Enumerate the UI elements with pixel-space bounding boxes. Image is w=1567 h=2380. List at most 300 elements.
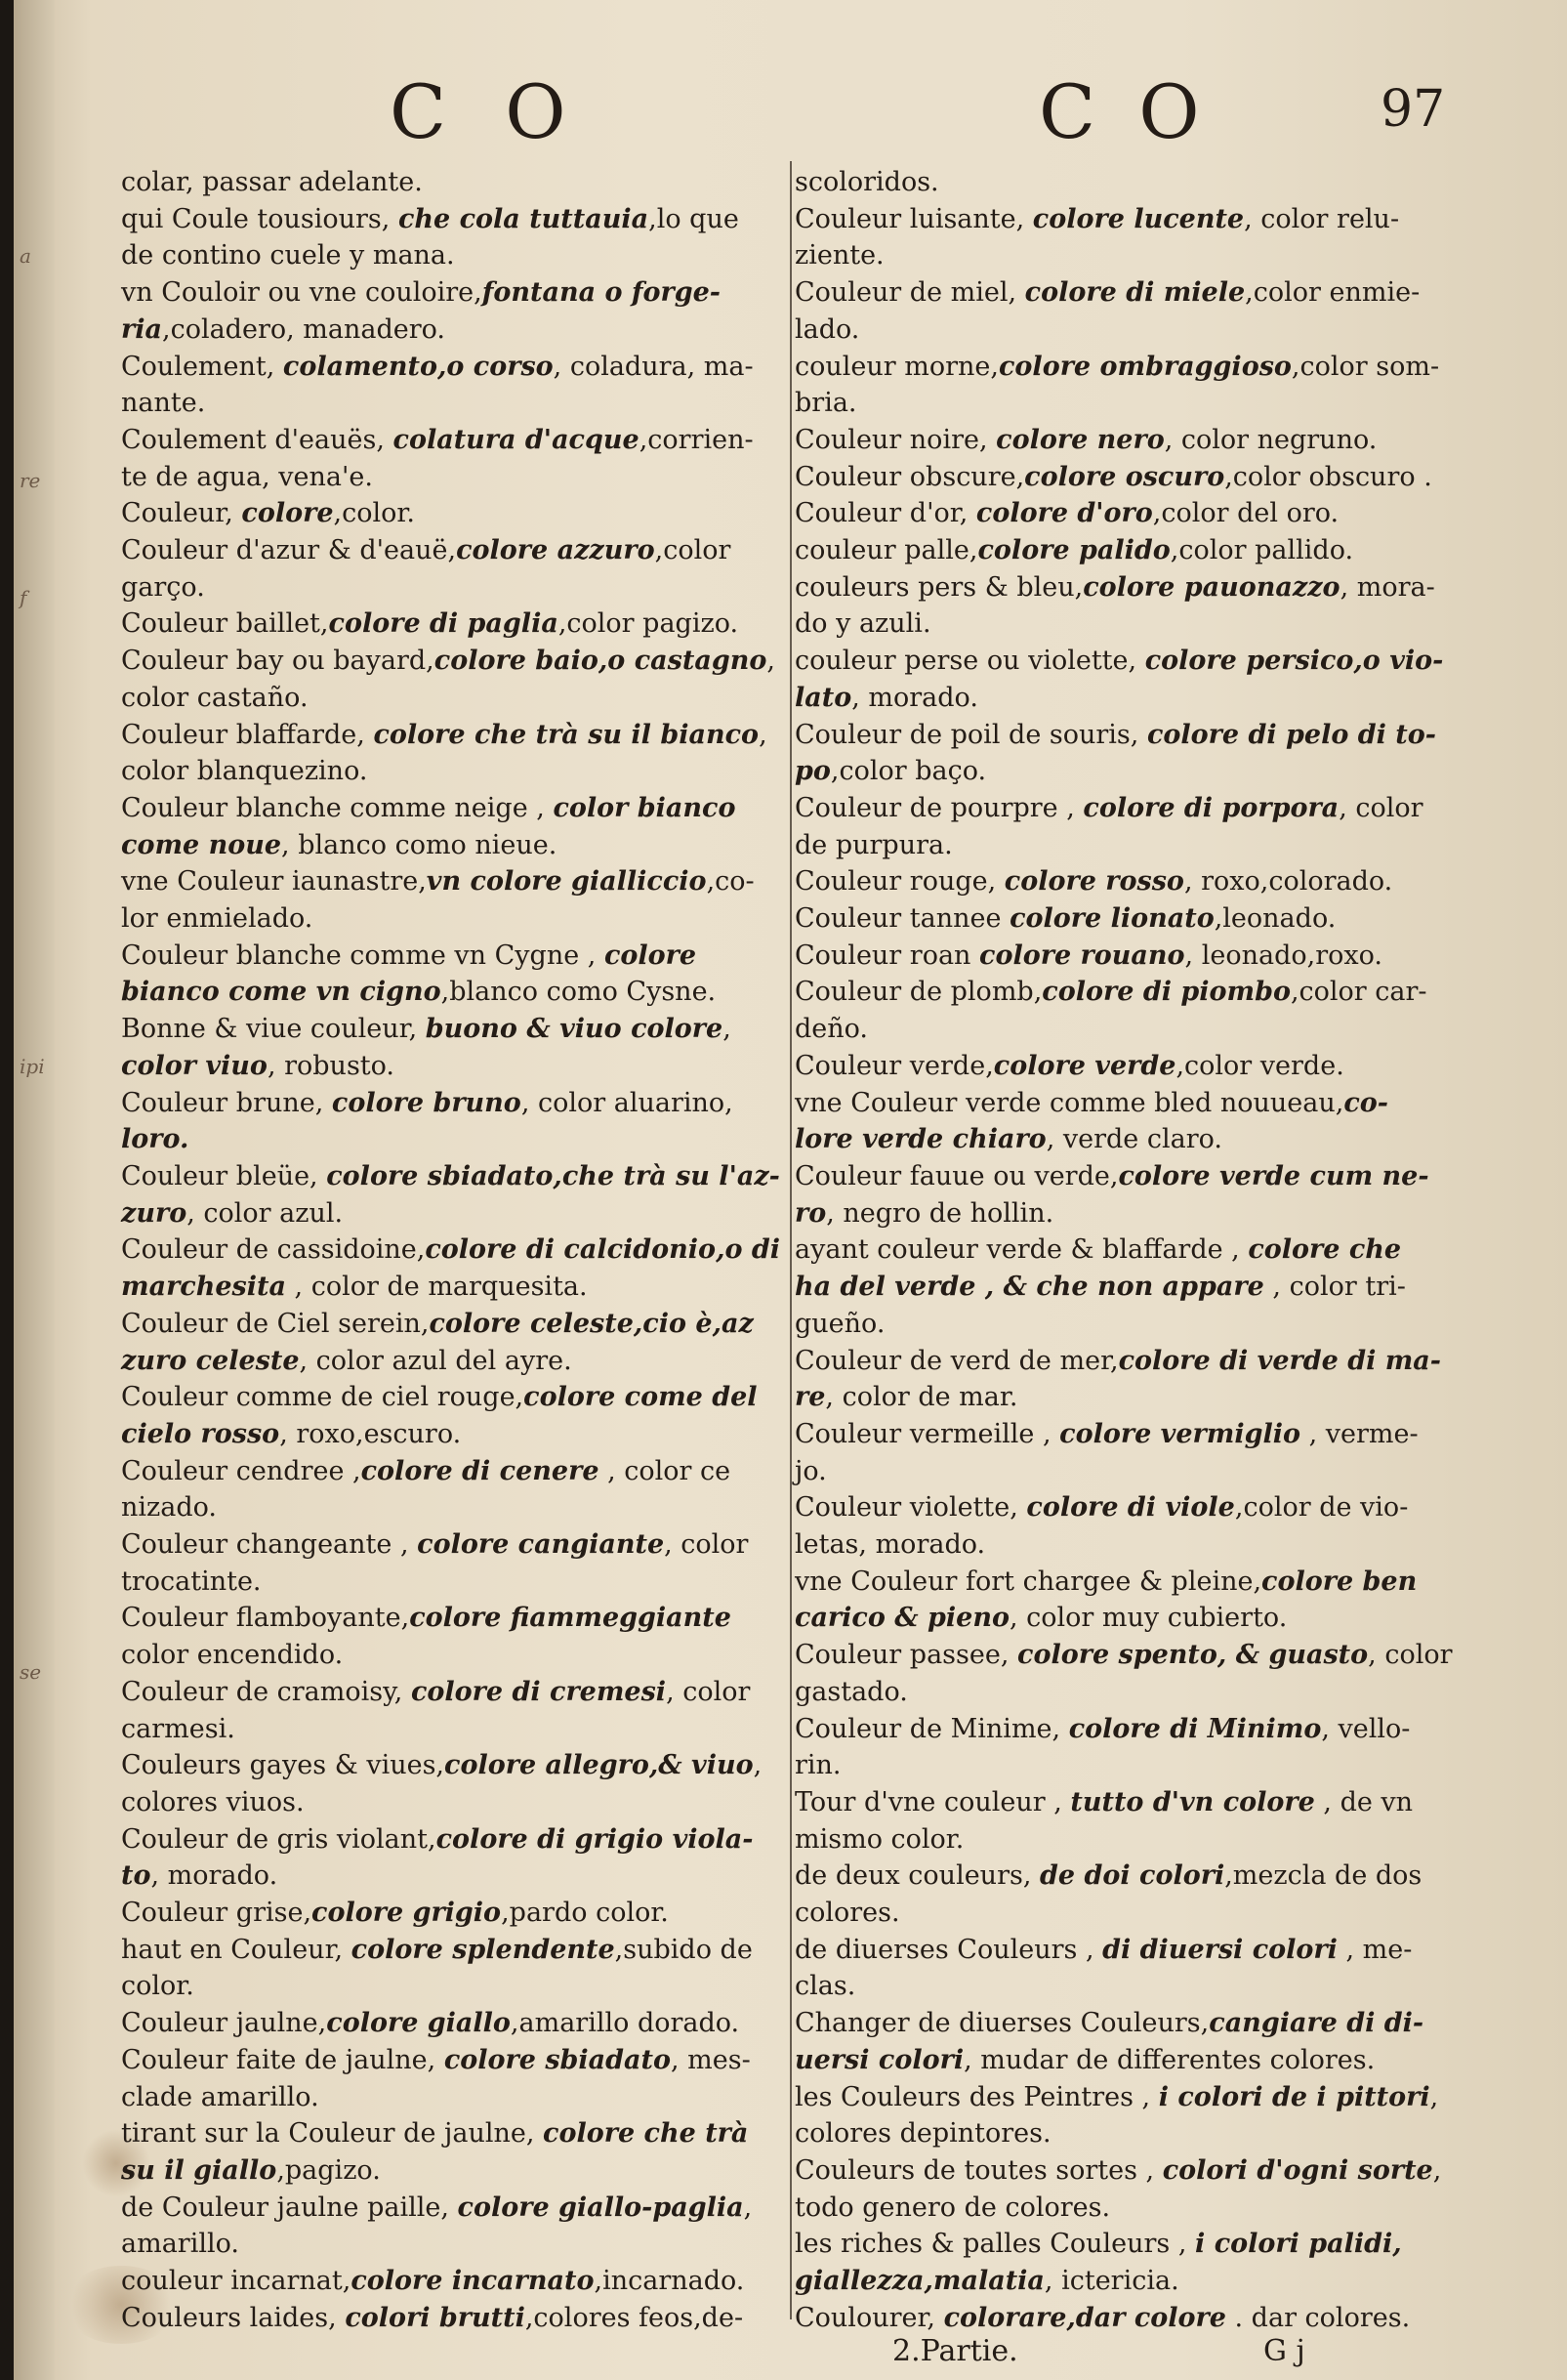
italian-term: colore che <box>1248 1234 1402 1266</box>
line-text: colores viuos. <box>121 1786 305 1817</box>
dictionary-line <box>795 2190 1498 2227</box>
line-text: Couleur de Ciel serein, <box>121 1308 430 1339</box>
dictionary-line <box>121 1637 795 1674</box>
line-text: , <box>722 1014 731 1045</box>
dictionary-line <box>121 643 795 680</box>
italian-term: colore celeste,cio è,az <box>429 1308 754 1339</box>
dictionary-line <box>795 1526 1498 1564</box>
line-text: color blanquezino. <box>121 756 368 787</box>
dictionary-line <box>121 1085 795 1122</box>
dictionary-line <box>795 938 1498 975</box>
line-text: Coulement, <box>121 351 283 382</box>
dictionary-line <box>121 312 795 349</box>
line-text: color encendido. <box>121 1640 344 1671</box>
dictionary-line <box>121 349 795 386</box>
dictionary-line <box>795 1453 1498 1490</box>
line-text: , <box>759 719 767 750</box>
line-text: color castaño. <box>121 682 309 713</box>
dictionary-line <box>121 1674 795 1711</box>
italian-term: colori d'ogni sorte <box>1162 2154 1433 2186</box>
dictionary-line <box>121 2005 795 2042</box>
italian-term: colore incarnato <box>351 2266 595 2297</box>
dictionary-line <box>121 1269 795 1306</box>
line-text: couleur perse ou violette, <box>795 646 1145 677</box>
italian-term: colore giallo-paglia <box>457 2192 744 2223</box>
line-text: Couleur cendree , <box>121 1455 361 1486</box>
line-text: nante. <box>121 388 206 419</box>
line-text: , ictericia. <box>1044 2266 1179 2297</box>
line-text: ,incarnado. <box>594 2266 745 2297</box>
italian-term: giallezza,malatia <box>795 2266 1045 2297</box>
running-head <box>14 68 1567 176</box>
left-column <box>121 164 795 2336</box>
line-text: nizado. <box>121 1492 217 1524</box>
dictionary-line <box>121 753 795 790</box>
dictionary-line <box>795 1895 1498 1932</box>
line-text: Couleur de miel, <box>795 277 1025 309</box>
dictionary-line <box>795 1932 1498 1969</box>
line-text: Couleur brune, <box>121 1087 332 1118</box>
line-text: Coulourer, <box>795 2302 944 2333</box>
line-text: les Couleurs des Peintres , <box>795 2081 1159 2112</box>
dictionary-line <box>121 1306 795 1343</box>
line-text: Couleur roan <box>795 939 980 971</box>
line-text: amarillo. <box>121 2229 239 2260</box>
dictionary-line <box>121 201 795 238</box>
italian-term: zuro <box>121 1197 187 1229</box>
line-text: ,color verde. <box>1175 1050 1344 1081</box>
signature-mark: G j <box>1263 2334 1305 2368</box>
italian-term: tutto d'vn colore <box>1070 1786 1315 1817</box>
italian-term: colore cangiante <box>417 1529 665 1561</box>
italian-term: re <box>795 1382 826 1413</box>
italian-term: colatura d'acque <box>392 424 639 455</box>
dictionary-line <box>795 1600 1498 1637</box>
dictionary-line <box>795 1711 1498 1748</box>
italian-term: bianco come vn cigno <box>121 977 441 1008</box>
dictionary-line <box>121 1526 795 1564</box>
line-text: Couleur noire, <box>795 424 997 455</box>
line-text: ,blanco como Cysne. <box>440 977 717 1008</box>
line-text: Couleur bay ou bayard, <box>121 646 434 677</box>
line-text: de Couleur jaulne paille, <box>121 2192 458 2223</box>
dictionary-line <box>795 1564 1498 1601</box>
italian-term: colore rosso <box>1004 866 1184 898</box>
line-text: lado. <box>795 313 860 345</box>
line-text: , negro de hollin. <box>826 1197 1054 1229</box>
dictionary-line <box>795 1821 1498 1858</box>
line-text: do y azuli. <box>795 608 931 640</box>
line-text: Couleur jaulne, <box>121 2008 327 2039</box>
italian-term: colore baio,o castagno <box>433 646 767 677</box>
line-text: clas. <box>795 1971 856 2002</box>
italian-term: colore spento, & guasto <box>1017 1640 1369 1671</box>
dictionary-line <box>795 1637 1498 1674</box>
italian-term: zuro celeste <box>121 1345 300 1376</box>
dictionary-line <box>795 1489 1498 1526</box>
line-text: , <box>753 1750 763 1781</box>
dictionary-line <box>795 1011 1498 1048</box>
italian-term: colore ombraggioso <box>998 351 1292 382</box>
dictionary-line <box>795 459 1498 496</box>
dictionary-line <box>121 1600 795 1637</box>
line-text: tirant sur la Couleur de jaulne, <box>121 2118 544 2150</box>
italian-term: colore ben <box>1261 1566 1418 1597</box>
italian-term: buono & viuo colore <box>425 1014 723 1045</box>
italian-term: colore azzuro <box>456 535 655 566</box>
margin-mark: a <box>20 244 31 268</box>
line-text: vn Couloir ou vne couloire, <box>121 277 482 309</box>
dictionary-line <box>121 1011 795 1048</box>
italian-term: co- <box>1343 1087 1389 1118</box>
line-text: trocatinte. <box>121 1566 262 1597</box>
dictionary-line <box>795 2115 1498 2152</box>
line-text: te de agua, vena'e. <box>121 461 373 492</box>
italian-term: loro. <box>121 1124 189 1155</box>
dictionary-line <box>121 385 795 422</box>
line-text: Couleurs laides, <box>121 2302 346 2333</box>
left-header-letters: C O <box>390 68 584 155</box>
line-text: Couleur fauue ou verde, <box>795 1160 1119 1191</box>
dictionary-line <box>121 863 795 900</box>
dictionary-line <box>795 349 1498 386</box>
dictionary-line <box>121 274 795 312</box>
line-text: lor enmielado. <box>121 903 313 935</box>
italian-term: colore splendente <box>351 1934 615 1965</box>
line-text: ,lo que <box>648 203 739 234</box>
line-text: Couleur blanche comme vn Cygne , <box>121 939 604 971</box>
line-text: deño. <box>795 1014 869 1045</box>
italian-term: colore oscuro <box>1024 461 1225 492</box>
book-page <box>14 0 1567 2380</box>
dictionary-line <box>121 1784 795 1821</box>
dictionary-line <box>795 1747 1498 1784</box>
italian-term: colori brutti <box>345 2302 525 2333</box>
italian-term: marchesita <box>121 1272 286 1303</box>
line-text: , mes- <box>671 2044 751 2075</box>
italian-term: colore allegro,& viuo <box>444 1750 754 1781</box>
italian-term: su il giallo <box>121 2154 277 2186</box>
line-text: Couleur de cassidoine, <box>121 1234 426 1266</box>
dictionary-line <box>121 1232 795 1269</box>
line-text: ,color <box>654 535 731 566</box>
column-divider <box>790 161 792 2319</box>
line-text: Couleur blaffarde, <box>121 719 374 750</box>
dictionary-line <box>121 1968 795 2005</box>
dictionary-line <box>121 1895 795 1932</box>
dictionary-line <box>121 680 795 717</box>
dictionary-line <box>121 1821 795 1858</box>
line-text: Couleur violette, <box>795 1492 1027 1524</box>
line-text: Couleur flamboyante, <box>121 1603 410 1634</box>
dictionary-line <box>121 938 795 975</box>
dictionary-line <box>121 900 795 938</box>
dictionary-line <box>795 753 1498 790</box>
line-text: Couleur luisante, <box>795 203 1033 234</box>
dictionary-line <box>795 2152 1498 2190</box>
italian-term: colore d'oro <box>975 498 1153 529</box>
line-text: vne Couleur iaunastre, <box>121 866 427 898</box>
dictionary-line <box>795 237 1498 274</box>
dictionary-line <box>121 2079 795 2116</box>
italian-term: ria <box>121 313 162 345</box>
line-text: carmesi. <box>121 1713 235 1744</box>
line-text: Changer de diuerses Couleurs, <box>795 2008 1210 2039</box>
line-text: Couleur faite de jaulne, <box>121 2044 444 2075</box>
line-text: vne Couleur verde comme bled nouueau, <box>795 1087 1344 1118</box>
italian-term: colore di miele <box>1024 277 1246 309</box>
dictionary-line <box>795 532 1498 569</box>
italian-term: colore rouano <box>979 939 1185 971</box>
italian-term: cangiare di di- <box>1209 2008 1424 2039</box>
dictionary-line <box>795 1269 1498 1306</box>
line-text: couleur incarnat, <box>121 2266 351 2297</box>
line-text: Couleur de gris violant, <box>121 1823 436 1855</box>
line-text: , color ce <box>598 1455 731 1486</box>
italian-term: colore verde <box>993 1050 1176 1081</box>
dictionary-line <box>121 422 795 459</box>
line-text: , color tri- <box>1263 1272 1406 1303</box>
line-text: , <box>1432 2154 1442 2186</box>
line-text: , morado. <box>150 1860 278 1892</box>
line-text: Couleur de pourpre , <box>795 792 1084 823</box>
dictionary-line <box>795 2226 1498 2263</box>
line-text: , mudar de differentes colores. <box>964 2044 1376 2075</box>
dictionary-line <box>795 1674 1498 1711</box>
dictionary-line <box>795 2300 1498 2337</box>
line-text: , color de marquesita. <box>285 1272 588 1303</box>
italian-term: colore di viole <box>1026 1492 1235 1524</box>
line-text: qui Coule tousiours, <box>121 203 398 234</box>
line-text: Couleurs gayes & viues, <box>121 1750 445 1781</box>
line-text: , color relu- <box>1244 203 1400 234</box>
line-text: gastado. <box>795 1676 908 1707</box>
line-text: de contino cuele y mana. <box>121 240 455 271</box>
line-text: , verme- <box>1300 1418 1419 1449</box>
line-text: Couleur grise, <box>121 1898 312 1929</box>
italian-term: colore che trà su il bianco <box>373 719 760 750</box>
italian-term: colore pauonazzo <box>1083 571 1340 603</box>
dictionary-line <box>795 2042 1498 2079</box>
dictionary-line <box>795 2005 1498 2042</box>
line-text: , <box>1429 2081 1439 2112</box>
italian-term: colorare,dar colore <box>943 2302 1226 2333</box>
italian-term: colore di cremesi <box>410 1676 667 1707</box>
line-text: ,amarillo dorado. <box>510 2008 740 2039</box>
dictionary-line <box>121 2042 795 2079</box>
line-text: de deux couleurs, <box>795 1860 1041 1892</box>
line-text: , blanco como nieue. <box>281 829 557 860</box>
line-text: ,color del oro. <box>1152 498 1340 529</box>
line-text: ,color enmie- <box>1245 277 1421 309</box>
italian-term: carico & pieno <box>795 1603 1010 1634</box>
dictionary-line <box>795 1343 1498 1380</box>
margin-mark: f <box>20 586 27 609</box>
italian-term: colore grigio <box>311 1898 502 1929</box>
dictionary-line <box>121 2263 795 2300</box>
italian-term: ro <box>795 1197 827 1229</box>
italian-term: colore di cenere <box>360 1455 599 1486</box>
dictionary-line <box>795 827 1498 864</box>
italian-term: color bianco <box>553 792 736 823</box>
italian-term: fontana o forge- <box>481 277 721 309</box>
italian-term: colore persico,o vio- <box>1144 646 1444 677</box>
line-text: les riches & palles Couleurs , <box>795 2229 1196 2260</box>
line-text: Couleur passee, <box>795 1640 1018 1671</box>
dictionary-line <box>795 717 1498 754</box>
line-text: colores. <box>795 1898 900 1929</box>
line-text: de diuerses Couleurs , <box>795 1934 1103 1965</box>
line-text: , roxo,colorado. <box>1183 866 1393 898</box>
dictionary-line <box>121 237 795 274</box>
dictionary-line <box>795 385 1498 422</box>
line-text: ,color. <box>333 498 415 529</box>
dictionary-line <box>121 1048 795 1085</box>
dictionary-line <box>121 2152 795 2190</box>
italian-term: di diuersi colori <box>1102 1934 1338 1965</box>
dictionary-line <box>121 1121 795 1158</box>
dictionary-line <box>121 1158 795 1195</box>
line-text: ayant couleur verde & blaffarde , <box>795 1234 1249 1266</box>
line-text: , <box>766 646 775 677</box>
italian-term: colore fiammeggiante <box>409 1603 731 1634</box>
italian-term: colore nero <box>996 424 1165 455</box>
italian-term: vn colore gialliccio <box>426 866 707 898</box>
dictionary-line <box>121 1453 795 1490</box>
line-text: Couleur d'or, <box>795 498 976 529</box>
line-text: Couleur d'azur & d'eauë, <box>121 535 457 566</box>
line-text: Couleur changeante , <box>121 1529 418 1561</box>
italian-term: colore vermiglio <box>1059 1418 1300 1449</box>
dictionary-line <box>121 605 795 643</box>
dictionary-line <box>795 274 1498 312</box>
italian-term: colore di calcidonio,o di <box>425 1234 781 1266</box>
italian-term: colore palido <box>977 535 1171 566</box>
dictionary-line <box>795 312 1498 349</box>
line-text: bria. <box>795 388 857 419</box>
line-text: , color azul. <box>186 1197 344 1229</box>
line-text: , me- <box>1337 1934 1413 1965</box>
line-text: , <box>743 2192 753 2223</box>
dictionary-line <box>795 900 1498 938</box>
line-text: scoloridos. <box>795 167 939 197</box>
dictionary-line <box>121 1343 795 1380</box>
dictionary-line <box>795 790 1498 827</box>
italian-term: colore <box>241 498 334 529</box>
italian-term: che cola tuttauia <box>397 203 649 234</box>
dictionary-line <box>795 1121 1498 1158</box>
line-text: , color azul del ayre. <box>299 1345 572 1376</box>
italian-term: to <box>121 1860 151 1892</box>
dictionary-line <box>121 1932 795 1969</box>
line-text: Couleur vermeille , <box>795 1418 1060 1449</box>
line-text: , robusto. <box>267 1050 395 1081</box>
line-text: , de vn <box>1314 1786 1414 1817</box>
dictionary-line <box>795 569 1498 606</box>
italian-term: colore di piombo <box>1042 977 1291 1008</box>
line-text: . dar colores. <box>1225 2302 1411 2333</box>
dictionary-line <box>795 1968 1498 2005</box>
line-text: clade amarillo. <box>121 2081 319 2112</box>
dictionary-line <box>121 1489 795 1526</box>
line-text: , color <box>1339 792 1423 823</box>
italian-term: uersi colori <box>795 2044 965 2075</box>
italian-term: colore di pelo di to- <box>1146 719 1436 750</box>
line-text: , color negruno. <box>1164 424 1378 455</box>
italian-term: i colori palidi, <box>1195 2229 1402 2260</box>
line-text: Couleur, <box>121 498 242 529</box>
dictionary-line <box>121 2190 795 2227</box>
line-text: , color aluarino, <box>520 1087 733 1118</box>
line-text: ,color baço. <box>830 756 987 787</box>
line-text: color. <box>121 1971 194 2002</box>
dictionary-line <box>795 1784 1498 1821</box>
italian-term: colore di paglia <box>328 608 558 640</box>
dictionary-line <box>795 495 1498 532</box>
italian-term: colore di grigio viola- <box>435 1823 754 1855</box>
dictionary-line <box>795 1048 1498 1085</box>
dictionary-line <box>795 1416 1498 1453</box>
line-text: ,color pagizo. <box>557 608 739 640</box>
italian-term: colore sbiadato <box>443 2044 672 2075</box>
line-text: Tour d'vne couleur , <box>795 1786 1071 1817</box>
dictionary-line <box>121 532 795 569</box>
line-text: ,color obscuro . <box>1224 461 1432 492</box>
dictionary-line <box>121 790 795 827</box>
line-text: jo. <box>795 1455 827 1486</box>
dictionary-line <box>121 1747 795 1784</box>
dictionary-line <box>795 863 1498 900</box>
dictionary-line <box>121 717 795 754</box>
dictionary-line <box>795 1379 1498 1416</box>
line-text: Couleur rouge, <box>795 866 1005 898</box>
italian-term: de doi colori <box>1040 1860 1225 1892</box>
italian-term: i colori de i pittori <box>1158 2081 1430 2112</box>
dictionary-line <box>121 1379 795 1416</box>
right-column <box>795 164 1498 2336</box>
dictionary-line <box>795 680 1498 717</box>
italian-term: colore che trà <box>543 2118 749 2150</box>
line-text: haut en Couleur, <box>121 1934 351 1965</box>
line-text: Coulement d'eauës, <box>121 424 393 455</box>
dictionary-line <box>795 605 1498 643</box>
line-text: Couleur verde, <box>795 1050 994 1081</box>
right-header-letters: C O <box>1039 68 1210 155</box>
italian-term: colore di Minimo <box>1068 1713 1322 1744</box>
dictionary-line <box>121 2115 795 2152</box>
dictionary-line <box>121 2226 795 2263</box>
italian-term: come noue <box>121 829 282 860</box>
italian-term: po <box>795 756 831 787</box>
line-text: , color muy cubierto. <box>1010 1603 1288 1634</box>
dictionary-line <box>121 1195 795 1232</box>
line-text: , color <box>664 1529 749 1561</box>
italian-term: ha del verde , & che non appare <box>795 1272 1264 1303</box>
line-text: , mora- <box>1340 571 1435 603</box>
dictionary-line <box>795 1158 1498 1195</box>
binding-edge <box>14 0 55 2380</box>
margin-mark: re <box>20 469 41 492</box>
line-text: ,corrien- <box>639 424 754 455</box>
italian-term: color viuo <box>121 1050 268 1081</box>
line-text: Couleur bleüe, <box>121 1160 327 1191</box>
line-text: Couleur de poil de souris, <box>795 719 1147 750</box>
line-text: couleur palle, <box>795 535 978 566</box>
dictionary-line <box>121 1858 795 1895</box>
line-text: ,color de vio- <box>1234 1492 1409 1524</box>
line-text: garço. <box>121 571 205 603</box>
line-text: todo genero de colores. <box>795 2192 1111 2223</box>
